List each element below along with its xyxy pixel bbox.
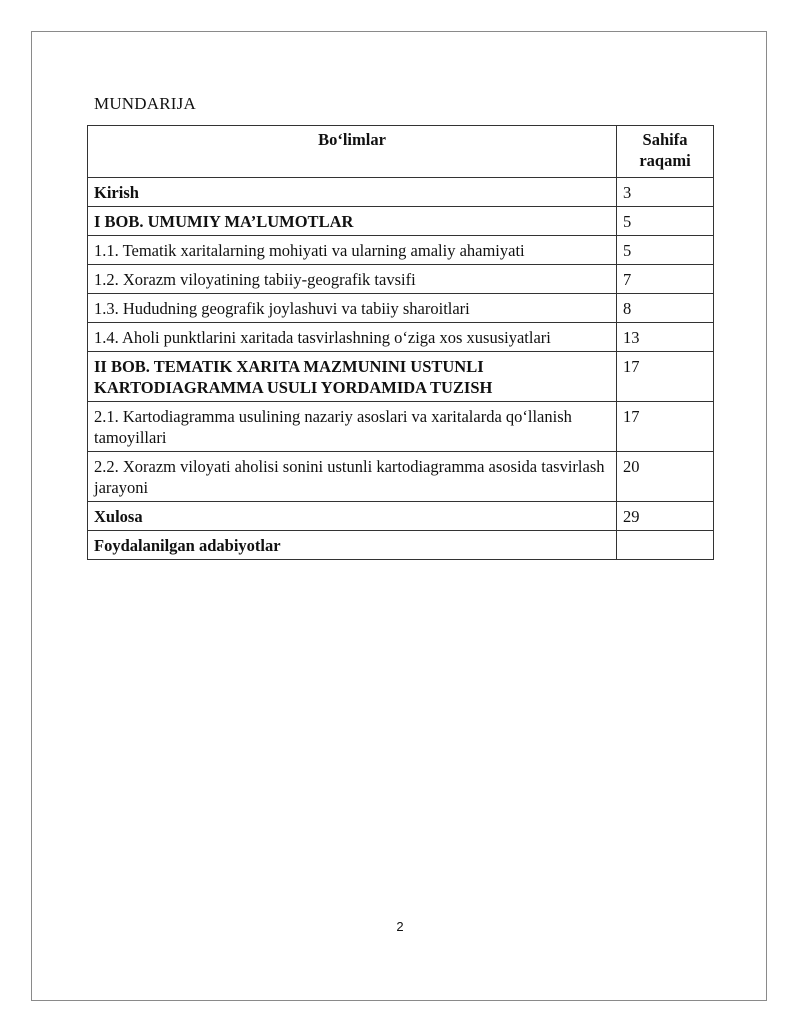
toc-row-page: 17 [617, 352, 714, 402]
toc-row-title: 2.2. Xorazm viloyati aholisi sonini ustunli kartodiagramma asosida tasvirlash jarayoni [88, 452, 617, 502]
toc-table [87, 125, 714, 560]
toc-row [88, 452, 714, 502]
toc-row-page: 3 [617, 178, 714, 207]
toc-row-page: 17 [617, 402, 714, 452]
toc-row-title: Xulosa [88, 502, 617, 531]
header-page: Sahifa raqami [617, 126, 714, 178]
toc-row-title: 1.3. Hududning geografik joylashuvi va tabiiy sharoitlari [88, 294, 617, 323]
toc-row [88, 352, 714, 402]
toc-row [88, 236, 714, 265]
toc-row [88, 323, 714, 352]
toc-row-page [617, 531, 714, 560]
toc-row-title: 1.4. Aholi punktlarini xaritada tasvirlashning o‘ziga xos xususiyatlari [88, 323, 617, 352]
toc-row-page: 8 [617, 294, 714, 323]
toc-row [88, 294, 714, 323]
toc-row-page: 5 [617, 207, 714, 236]
page-number: 2 [396, 919, 404, 934]
toc-row-page: 5 [617, 236, 714, 265]
toc-row-title: II BOB. TEMATIK XARITA MAZMUNINI USTUNLI KARTODIAGRAMMA USULI YORDAMIDA TUZISH [88, 352, 617, 402]
toc-row [88, 178, 714, 207]
toc-row [88, 402, 714, 452]
toc-row [88, 502, 714, 531]
toc-row [88, 265, 714, 294]
toc-row-page: 20 [617, 452, 714, 502]
toc-row-title: 2.1. Kartodiagramma usulining nazariy asoslari va xaritalarda qo‘llanish tamoyillari [88, 402, 617, 452]
header-sections: Bo‘limlar [88, 126, 617, 178]
toc-row-title: 1.2. Xorazm viloyatining tabiiy-geografik tavsifi [88, 265, 617, 294]
toc-row [88, 531, 714, 560]
toc-row [88, 207, 714, 236]
toc-row-page: 7 [617, 265, 714, 294]
toc-row-title: I BOB. UMUMIY MA’LUMOTLAR [88, 207, 617, 236]
toc-title: MUNDARIJA [94, 94, 196, 113]
toc-row-page: 29 [617, 502, 714, 531]
toc-row-title: Foydalanilgan adabiyotlar [88, 531, 617, 560]
toc-row-title: 1.1. Tematik xaritalarning mohiyati va ularning amaliy ahamiyati [88, 236, 617, 265]
toc-row-page: 13 [617, 323, 714, 352]
toc-header-row [88, 126, 714, 178]
toc-row-title: Kirish [88, 178, 617, 207]
